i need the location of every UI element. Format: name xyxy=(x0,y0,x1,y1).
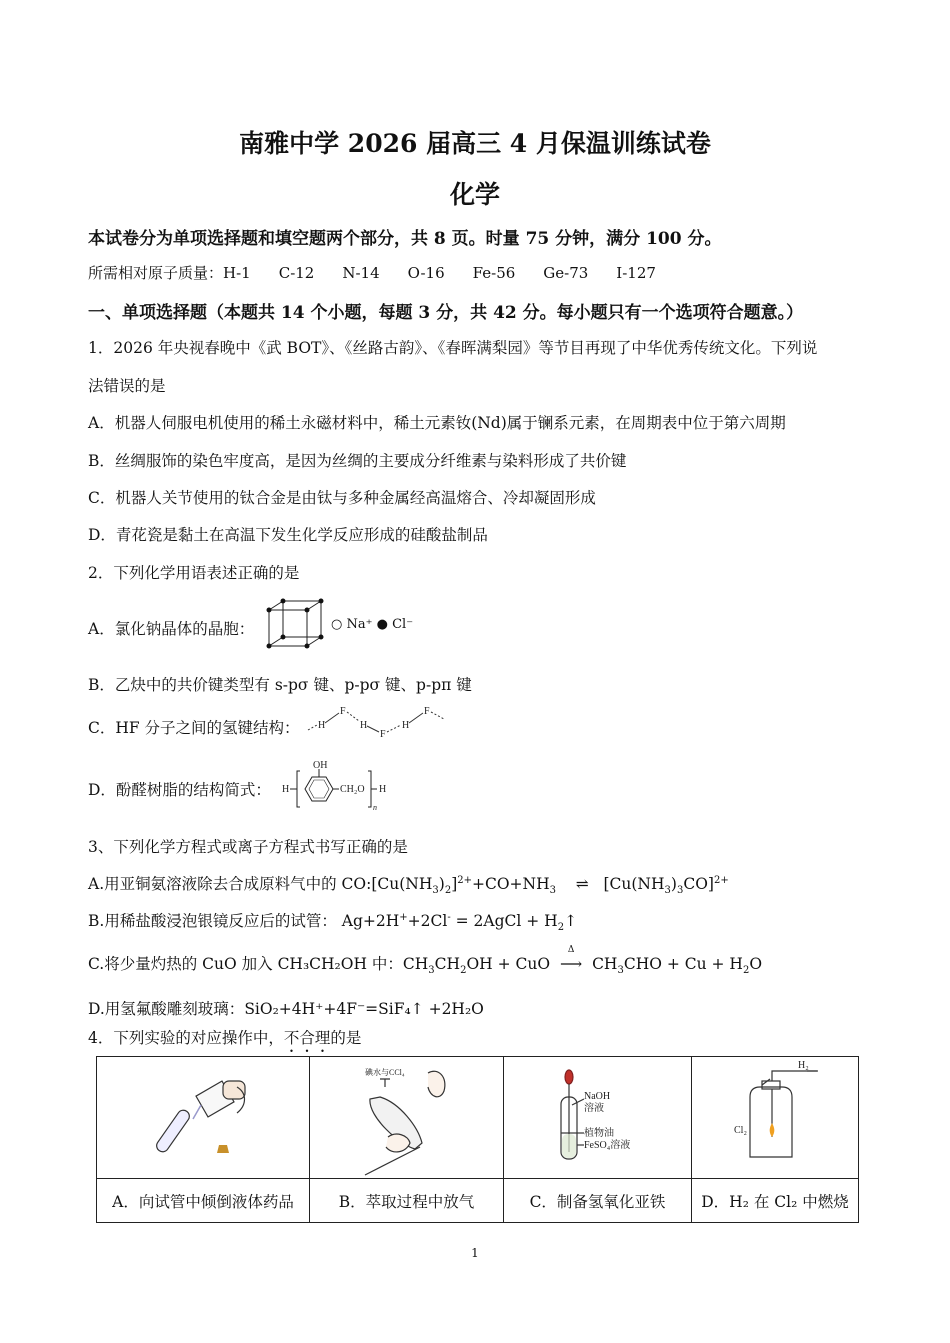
exp-c-feso4-label: FeSO₄溶液 xyxy=(584,1140,631,1151)
q3-option-d xyxy=(88,997,484,1019)
cl-filled-circle-icon: ● xyxy=(376,617,388,632)
q3-b-equation: Ag+2H++2Cl- = 2AgCl + $H_2↑$ xyxy=(336,911,578,934)
mass-fe: Fe-56 xyxy=(472,264,516,282)
exp-c-solution-label: 溶液 xyxy=(584,1103,604,1114)
svg-text:H: H xyxy=(282,784,290,795)
exp-c-oil-label: 植物油 xyxy=(584,1128,614,1139)
exp-d-cl2-label: Cl₂ xyxy=(734,1125,747,1136)
exp-d-h2-label: H₂ xyxy=(798,1060,809,1071)
q4-stem xyxy=(88,1026,361,1056)
q3-stem: 3、下列化学方程式或离子方程式书写正确的是 xyxy=(88,838,408,856)
q3-c-text: C.将少量灼热的 CuO 加入 CH₃CH₂OH 中： xyxy=(88,955,403,973)
subject-title: 化学 xyxy=(449,180,500,209)
exp-a-caption: A．向试管中倾倒液体药品 xyxy=(97,1179,310,1223)
svg-text:F: F xyxy=(340,706,346,717)
legend-na: Na⁺ xyxy=(346,617,373,632)
q3-option-a xyxy=(88,872,729,896)
svg-text:F: F xyxy=(380,729,386,740)
q1-option-a: A．机器人伺服电机使用的稀土永磁材料中，稀土元素钕(Nd)属于镧系元素，在周期表中位于第六周期 xyxy=(88,414,786,432)
page-title: 南雅中学 2026 届高三 4 月保温训练试卷 xyxy=(239,129,711,158)
q1-option-c: C．机器人关节使用的钛合金是由钛与多种金属经高温熔合、冷却凝固形成 xyxy=(88,489,596,507)
hf-hydrogen-bond-diagram xyxy=(304,704,449,742)
svg-text:H: H xyxy=(379,784,387,795)
pour-liquid-test-tube-illustration xyxy=(97,1057,309,1178)
q1-stem-line1: 1．2026 年央视春晚中《武 BOT》、《丝路古韵》、《春晖满梨园》等节目再现了中华优秀传统文化。下列说 xyxy=(88,339,818,357)
legend-cl: Cl⁻ xyxy=(392,617,414,632)
nacl-unit-cell-diagram xyxy=(265,598,335,650)
q2-option-d: D．酚醛树脂的结构简式： xyxy=(88,781,271,799)
q3-a-equation: $[Cu(NH_3)_2]^{2+}+CO+NH_3$ ⇌ $[Cu(NH_3)_3CO]^{2+}$ xyxy=(371,874,729,897)
svg-text:H: H xyxy=(360,720,368,731)
q3-option-b xyxy=(88,909,577,933)
q4-stem-b: 的是 xyxy=(330,1029,362,1047)
q2-option-a: A．氯化钠晶体的晶胞： xyxy=(88,620,255,638)
q1-stem-line2: 法错误的是 xyxy=(88,377,166,395)
mass-ge: Ge-73 xyxy=(543,264,589,282)
na-open-circle-icon: ○ xyxy=(331,617,343,632)
nacl-legend xyxy=(331,617,413,632)
q4-stem-emphasis: 不合理 xyxy=(283,1029,331,1047)
q3-d-equation: SiO₂+4H⁺+4F⁻=SiF₄↑ +2H₂O xyxy=(244,1000,484,1018)
exp-c-caption: C．制备氢氧化亚铁 xyxy=(504,1179,692,1223)
hydrogen-burning-in-chlorine-illustration xyxy=(692,1057,858,1178)
heat-arrow-icon: Δ ⟶ xyxy=(559,945,583,973)
exp-c-image-cell xyxy=(504,1057,692,1179)
mass-h: H-1 xyxy=(223,264,251,282)
section-heading: 一、单项选择题（本题共 14 个小题，每题 3 分，共 42 分。每小题只有一个选项符合题意。） xyxy=(88,303,804,323)
exp-b-caption: B．萃取过程中放气 xyxy=(310,1179,504,1223)
atomic-masses xyxy=(88,262,684,283)
page-number: 1 xyxy=(471,1246,479,1260)
exp-d-caption: D．H₂ 在 Cl₂ 中燃烧 xyxy=(692,1179,859,1223)
q3-c-equation: $CH_3CH_2OH$ + CuO Δ ⟶ $CH_3CHO + Cu + H_2O$ xyxy=(402,945,763,977)
q3-option-c xyxy=(88,945,763,977)
q3-d-text: D.用氢氟酸雕刻玻璃： xyxy=(88,1000,245,1018)
exp-a-image-cell xyxy=(97,1057,310,1179)
mass-i: I-127 xyxy=(616,264,656,282)
q2-option-c: C．HF 分子之间的氢键结构： xyxy=(88,719,300,737)
q3-a-text: A.用亚铜氨溶液除去合成原料气中的 CO: xyxy=(88,875,372,893)
experiment-table xyxy=(96,1056,859,1223)
q2-stem: 2．下列化学用语表述正确的是 xyxy=(88,564,300,582)
svg-text:CH₂O: CH₂O xyxy=(340,784,365,795)
svg-text:n: n xyxy=(373,803,377,812)
exp-b-label: 碘水与CCl₄ xyxy=(365,1068,405,1077)
q1-option-b: B．丝绸服饰的染色牢度高，是因为丝绸的主要成分纤维素与染料形成了共价键 xyxy=(88,452,627,470)
q1-option-d: D．青花瓷是黏土在高温下发生化学反应形成的硅酸盐制品 xyxy=(88,526,488,544)
ferrous-hydroxide-setup-illustration xyxy=(504,1057,691,1178)
q2-option-b: B．乙炔中的共价键类型有 s-pσ 键、p-pσ 键、p-pπ 键 xyxy=(88,676,472,694)
equilibrium-arrow-icon: ⇌ xyxy=(575,875,589,893)
svg-text:H: H xyxy=(318,720,326,731)
exp-c-naoh-label: NaOH xyxy=(584,1091,611,1102)
q3-b-text: B.用稀盐酸浸泡银镜反应后的试管： xyxy=(88,912,337,930)
atomic-masses-label: 所需相对原子质量： xyxy=(88,264,224,282)
svg-text:OH: OH xyxy=(313,760,328,771)
svg-text:H: H xyxy=(402,720,410,731)
separatory-funnel-venting-illustration xyxy=(310,1057,503,1178)
mass-c: C-12 xyxy=(278,264,315,282)
exp-d-image-cell xyxy=(692,1057,859,1179)
mass-n: N-14 xyxy=(342,264,380,282)
exp-b-image-cell xyxy=(310,1057,504,1179)
mass-o: O-16 xyxy=(407,264,445,282)
svg-text:F: F xyxy=(424,706,430,717)
exam-intro: 本试卷分为单项选择题和填空题两个部分，共 8 页。时量 75 分钟，满分 100 分。 xyxy=(88,229,722,249)
q4-stem-a: 4．下列实验的对应操作中， xyxy=(88,1029,284,1047)
phenol-formaldehyde-resin-diagram xyxy=(280,757,395,812)
